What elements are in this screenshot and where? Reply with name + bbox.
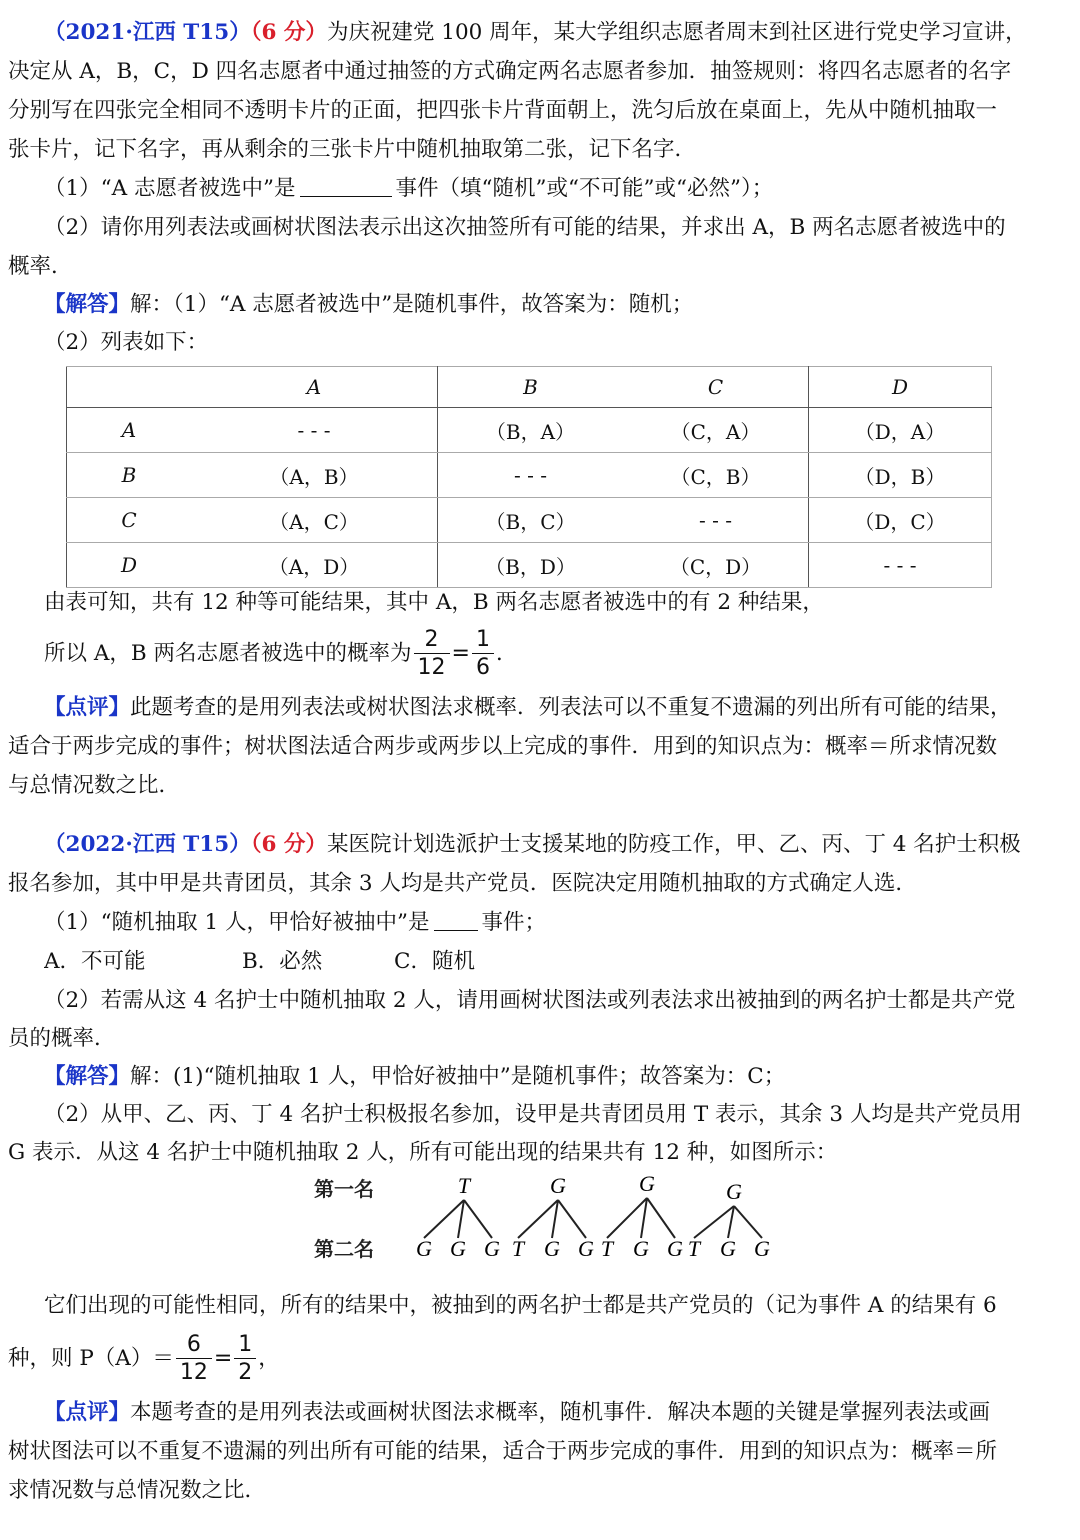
table-row: A - - - （B，A） （C，A） （D，A）: [67, 408, 992, 453]
tree-root-node: G: [639, 1171, 655, 1196]
q1-source-tag: （2021·江西 T15）: [44, 20, 251, 45]
tree-branches: [416, 1171, 770, 1261]
q1-review-2: 适合于两步完成的事件；树状图法适合两步或两步以上完成的事件．用到的知识点为：概率＝所求情况数: [8, 734, 998, 759]
q1-part-1: （1）“A 志愿者被选中”是 事件（填“随机”或“不可能”或“必然”）；: [44, 176, 774, 201]
tree-leaf-node: T: [511, 1236, 525, 1261]
q1-probability: 所以 A，B 两名志愿者被选中的概率为 $\frac{2}{12}$ = $\frac{1}{6}$ ．: [44, 627, 518, 680]
tree-diagram: [300, 1168, 800, 1278]
fraction: $\frac{6}{12}$: [176, 1334, 212, 1384]
q1-score: （6 分）: [250, 20, 327, 45]
q1-answer-1: 【解答】解：（1）“A 志愿者被选中”是随机事件，故答案为：随机；: [44, 292, 694, 317]
fraction: $\frac{1}{6}$: [472, 629, 494, 679]
q2-answer-1: 【解答】解：(1)“随机抽取 1 人，甲恰好被抽中”是随机事件；故答案为：C；: [44, 1064, 786, 1089]
q2-after-tree: 它们出现的可能性相同，所有的结果中，被抽到的两名护士都是共产党员的（记为事件 A 的结果有 6: [44, 1293, 997, 1318]
option-a: A．不可能: [44, 949, 146, 974]
tree-branch: [734, 1206, 762, 1238]
option-c: C．随机: [394, 949, 475, 974]
q1-review-1: 【点评】此题考查的是用列表法或树状图法求概率．列表法可以不重复不遗漏的列出所有可能的结果，: [44, 695, 1012, 720]
tree-leaf-node: G: [633, 1236, 649, 1261]
q2-part-2-b: 员的概率．: [8, 1026, 116, 1051]
table-header-row: A B C D: [67, 367, 992, 408]
q2-line-1: [44, 826, 1058, 864]
q2-stem-2: 报名参加，其中甲是共青团员，其余 3 人均是共产党员．医院决定用随机抽取的方式确定人选．: [8, 871, 917, 896]
tree-branch: [558, 1200, 586, 1238]
tree-root-node: G: [726, 1179, 742, 1204]
q1-part-2-b: 概率．: [8, 254, 73, 279]
fraction: $\frac{1}{2}$: [234, 1334, 256, 1384]
tree-leaf-node: T: [600, 1236, 614, 1261]
answer-tag: 【解答】: [44, 1064, 131, 1089]
tree-leaf-node: G: [720, 1236, 736, 1261]
tree-branch: [647, 1198, 675, 1238]
table-row: B （A，B） - - - （C，B） （D，B）: [67, 453, 992, 498]
q1-part-2-a: （2）请你用列表法或画树状图法表示出这次抽签所有可能的结果，并求出 A，B 两名志愿者被选中的: [44, 215, 1006, 240]
tree-branch: [464, 1200, 492, 1238]
q2-probability: 种，则 P（A）＝ $\frac{6}{12}$ = $\frac{1}{2}$ ，: [8, 1332, 280, 1385]
answer-blank: [300, 176, 392, 197]
q1-review-3: 与总情况数之比．: [8, 773, 181, 798]
review-tag: 【点评】: [44, 695, 131, 720]
q2-stem-1: 某医院计划选派护士支援某地的防疫工作，甲、乙、丙、丁 4 名护士积极: [326, 832, 1021, 857]
q2-answer-2: （2）从甲、乙、丙、丁 4 名护士积极报名参加，设甲是共青团员用 T 表示，其余 3 人均是共产党员用: [44, 1102, 1022, 1127]
q1-stem-2: 决定从 A，B，C，D 四名志愿者中通过抽签的方式确定两名志愿者参加．抽签规则：将四名志愿者的名字: [8, 59, 1012, 84]
table-row: D （A，D） （B，D） （C，D） - - -: [67, 543, 992, 588]
tree-leaf-node: G: [484, 1236, 500, 1261]
q2-review-1: 【点评】本题考查的是用列表法或画树状图法求概率，随机事件．解决本题的关键是掌握列表法或画: [44, 1400, 991, 1425]
tree-label-first: 第一名: [314, 1179, 374, 1201]
q2-answer-3: G 表示．从这 4 名护士中随机抽取 2 人，所有可能出现的结果共有 12 种，如图所示：: [8, 1140, 838, 1165]
tree-root-node: G: [550, 1173, 566, 1198]
q2-options: [44, 943, 1058, 981]
outcome-table: [66, 366, 992, 588]
tree-label-second: 第二名: [314, 1239, 374, 1261]
q2-score: （6 分）: [250, 832, 327, 857]
fraction: $\frac{2}{12}$: [414, 629, 450, 679]
table-row: C （A，C） （B，C） - - - （D，C）: [67, 498, 992, 543]
tree-leaf-node: T: [687, 1236, 701, 1261]
tree-root-node: T: [457, 1173, 471, 1198]
q2-review-2: 树状图法可以不重复不遗漏的列出所有可能的结果，适合于两步完成的事件．用到的知识点为：概率＝所: [8, 1439, 998, 1464]
answer-tag: 【解答】: [44, 292, 131, 317]
tree-leaf-node: G: [416, 1236, 432, 1261]
q2-source-tag: （2022·江西 T15）: [44, 832, 251, 857]
review-tag: 【点评】: [44, 1400, 131, 1425]
tree-leaf-node: G: [578, 1236, 594, 1261]
q2-part-2-a: （2）若需从这 4 名护士中随机抽取 2 人，请用画树状图法或列表法求出被抽到的两名护士都是共产党: [44, 988, 1016, 1013]
tree-leaf-node: G: [754, 1236, 770, 1261]
q1-stem-4: 张卡片，记下名字，再从剩余的三张卡片中随机抽取第二张，记下名字．: [8, 137, 697, 162]
tree-leaf-node: G: [667, 1236, 683, 1261]
tree-leaf-node: G: [544, 1236, 560, 1261]
q1-stem-3: 分别写在四张完全相同不透明卡片的正面，把四张卡片背面朝上，洗匀后放在桌面上，先从中随机抽取一: [8, 98, 998, 123]
q1-after-table: 由表可知，共有 12 种等可能结果，其中 A，B 两名志愿者被选中的有 2 种结果，: [44, 590, 824, 615]
answer-blank: [434, 910, 478, 931]
option-b: B．必然: [242, 949, 323, 974]
q1-stem-1: 为庆祝建党 100 周年，某大学组织志愿者周末到社区进行党史学习宣讲，: [326, 20, 1027, 45]
q2-review-3: 求情况数与总情况数之比．: [8, 1478, 267, 1503]
q1-answer-2: （2）列表如下：: [44, 330, 209, 355]
q2-part-1: （1）“随机抽取 1 人，甲恰好被抽中”是 事件；: [44, 910, 547, 935]
tree-leaf-node: G: [450, 1236, 466, 1261]
q1-line-1: [44, 14, 1058, 52]
